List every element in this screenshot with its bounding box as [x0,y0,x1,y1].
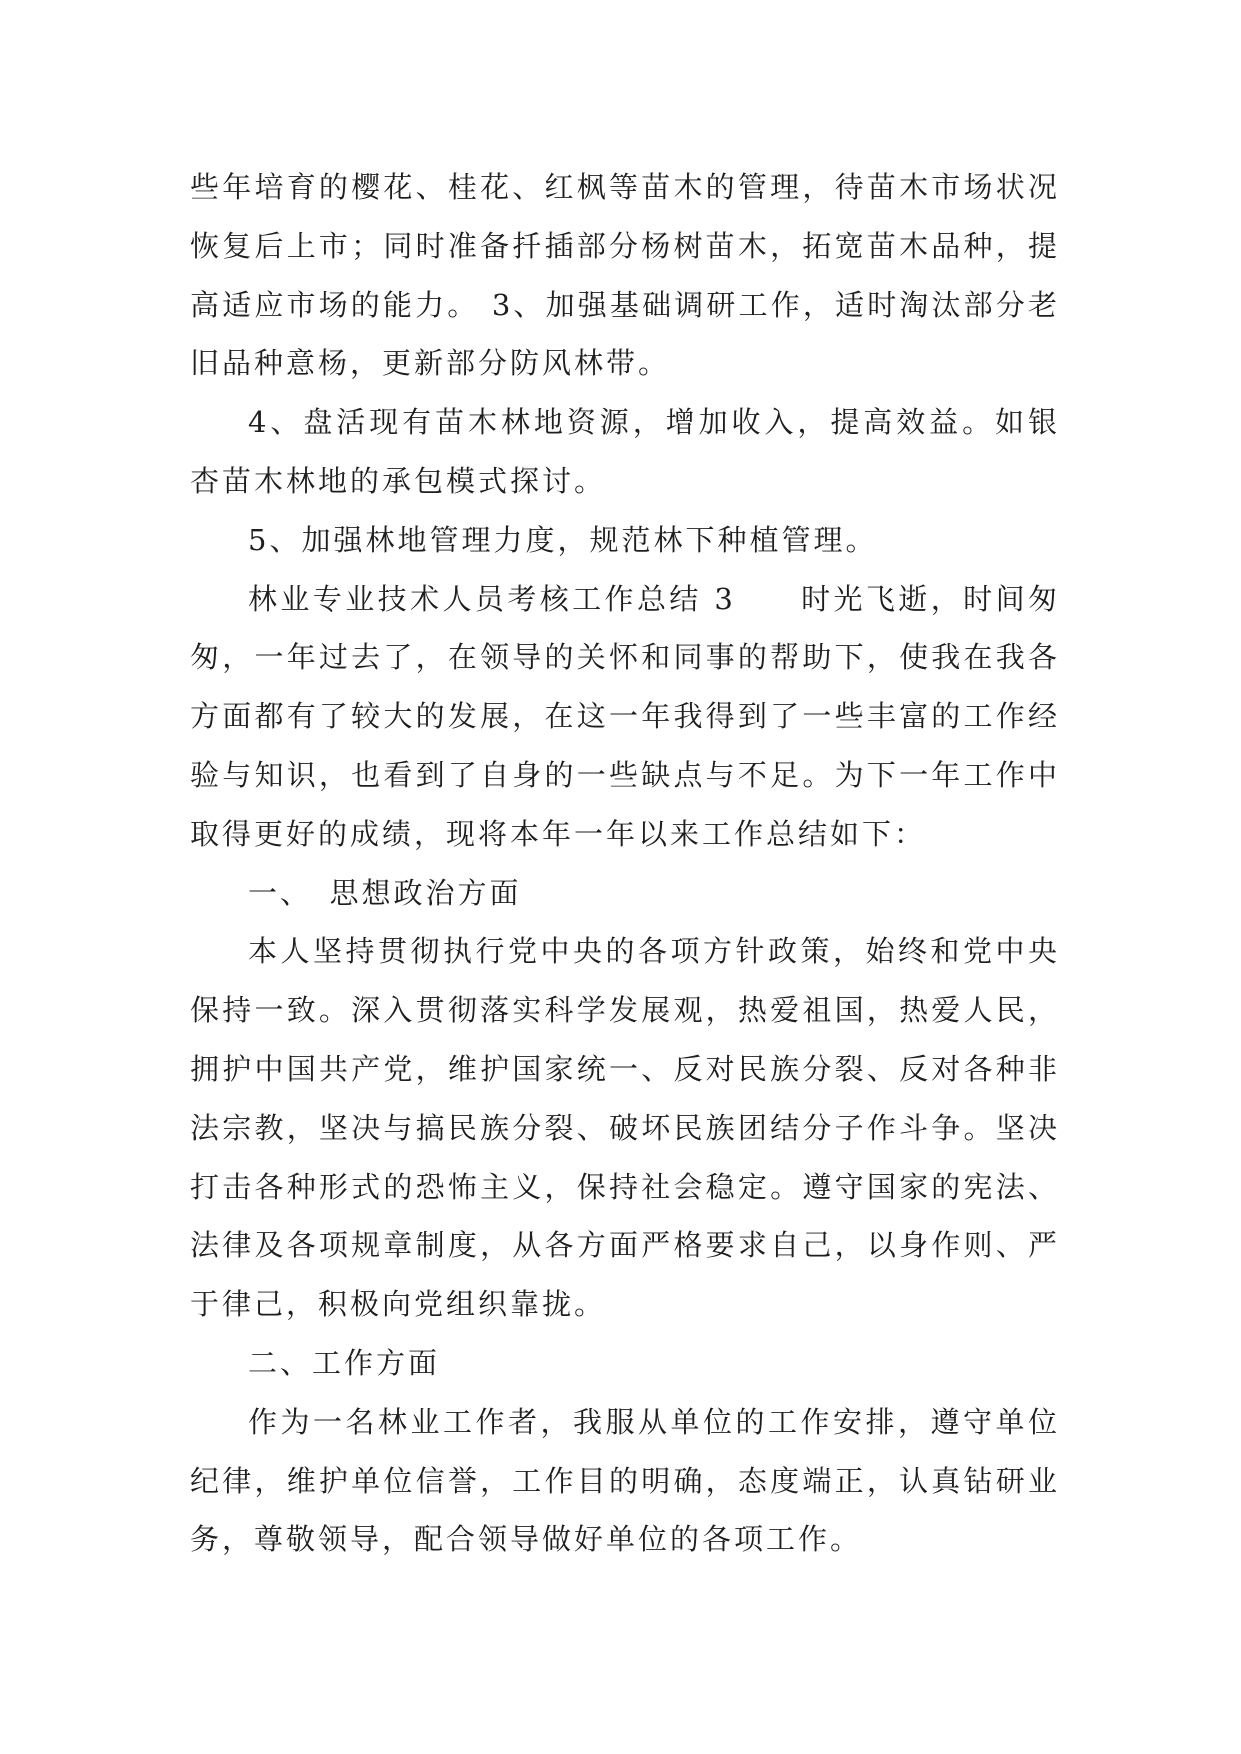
paragraph-summary-3-intro: 林业专业技术人员考核工作总结 3 时光飞逝，时间匆匆，一年过去了，在领导的关怀和同事的帮助下，使我在我各方面都有了较大的发展，在这一年我得到了一些丰富的工作经验与知识，也看到了自身的一些缺点与不足。为下一年工作中取得更好的成绩，现将本年一年以来工作总结如下： [190,581,1060,851]
paragraph-political: 本人坚持贯彻执行党中央的各项方针政策，始终和党中央保持一致。深入贯彻落实科学发展观，热爱祖国，热爱人民，拥护中国共产党，维护国家统一、反对民族分裂、反对各种非法宗教，坚决与搞民族分裂、破坏民族团结分子作斗争。坚决打击各种形式的恐怖主义，保持社会稳定。遵守国家的宪法、法律及各项规章制度，从各方面严格要求自己，以身作则、严于律己，积极向党组织靠拢。 [190,934,1060,1322]
section-heading-work: 二、工作方面 [248,1345,441,1380]
paragraph-seedling-management: 些年培育的樱花、桂花、红枫等苗木的管理，待苗木市场状况恢复后上市；同时准备扦插部分杨树苗木，拓宽苗木品种，提高适应市场的能力。 3、加强基础调研工作，适时淘汰部分老旧品种意杨，更新部分防风林带。 [190,170,1060,381]
paragraph-item-4: 4、盘活现有苗木林地资源，增加收入，提高效益。如银杏苗木林地的承包模式探讨。 [190,405,1060,498]
paragraph-work: 作为一名林业工作者，我服从单位的工作安排，遵守单位纪律，维护单位信誉，工作目的明确，态度端正，认真钻研业务，尊敬领导，配合领导做好单位的各项工作。 [190,1404,1060,1557]
paragraph-item-5: 5、加强林地管理力度，规范林下种植管理。 [248,522,878,557]
document-body [190,158,1060,1569]
section-heading-political: 一、 思想政治方面 [248,875,522,910]
